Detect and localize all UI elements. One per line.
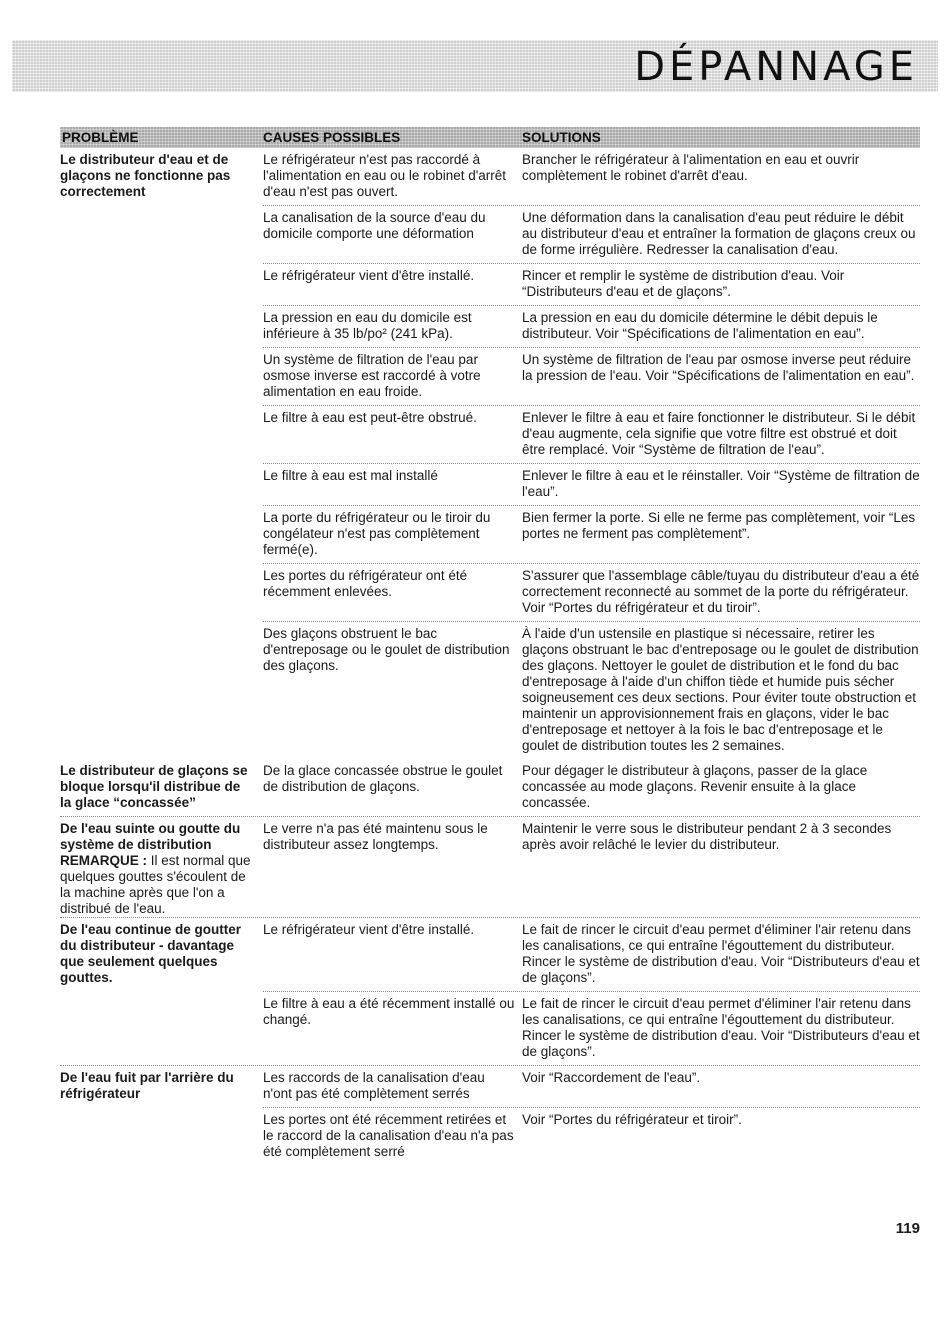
note-text: Il est normal que quelques gouttes s'écoulent de la machine après que l'on a distribué de l'eau. xyxy=(60,853,251,916)
cause-cell: La canalisation de la source d'eau du domicile comporte une déformation xyxy=(263,210,486,241)
column-header-causes: CAUSES POSSIBLES xyxy=(263,130,401,145)
cause-cell: Le filtre à eau est peut-être obstrué. xyxy=(263,410,477,425)
problem-cell xyxy=(60,148,263,759)
problem-group xyxy=(60,1065,920,1165)
solution-cell: La pression en eau du domicile détermine le débit depuis le distributeur. Voir “Spécifications de l'alimentation en eau”. xyxy=(522,310,878,341)
table-row xyxy=(263,564,920,622)
table-row xyxy=(263,992,920,1065)
solution-cell: Enlever le filtre à eau et le réinstaller. Voir “Système de filtration de l'eau”. xyxy=(522,468,920,499)
cause-cell: Les raccords de la canalisation d'eau n'ont pas été complètement serrés xyxy=(263,1070,485,1101)
problem-text: De l'eau continue de goutter du distributeur - davantage que seulement quelques gouttes. xyxy=(60,922,241,985)
cause-cell: La pression en eau du domicile est inférieure à 35 lb/po² (241 kPa). xyxy=(263,310,472,341)
problem-group xyxy=(60,917,920,1065)
table-row xyxy=(263,1108,920,1165)
problem-cell xyxy=(60,759,263,816)
solution-cell: Rincer et remplir le système de distribution d'eau. Voir “Distributeurs d'eau et de glaçons”. xyxy=(522,268,845,299)
table-row xyxy=(263,406,920,464)
note-label: REMARQUE : xyxy=(60,853,147,868)
cause-cell: Le réfrigérateur vient d'être installé. xyxy=(263,922,475,937)
table-row xyxy=(263,1066,920,1108)
solution-cell: Bien fermer la porte. Si elle ne ferme pas complètement, voir “Les portes ne ferment pas complètement”. xyxy=(522,510,916,541)
page-title: DÉPANNAGE xyxy=(634,44,918,90)
solution-cell: Maintenir le verre sous le distributeur pendant 2 à 3 secondes après avoir relâché le levier du distributeur. xyxy=(522,821,892,852)
solution-cell: Voir “Portes du réfrigérateur et tiroir”. xyxy=(522,1112,742,1127)
cause-cell: De la glace concassée obstrue le goulet de distribution de glaçons. xyxy=(263,763,503,794)
cause-cell: Les portes ont été récemment retirées et le raccord de la canalisation d'eau n'a pas été complètement serré xyxy=(263,1112,514,1159)
problem-cell xyxy=(60,1066,263,1165)
problem-group xyxy=(60,816,920,917)
table-row xyxy=(263,264,920,306)
solution-cell: Un système de filtration de l'eau par osmose inverse peut réduire la pression de l'eau. Voir “Spécifications de l'alimentation en eau”. xyxy=(522,352,915,383)
table-row xyxy=(263,622,920,759)
cause-cell: Le verre n'a pas été maintenu sous le distributeur assez longtemps. xyxy=(263,821,488,852)
solution-cell: Le fait de rincer le circuit d'eau permet d'éliminer l'air retenu dans les canalisations, ce qui entraîne l'égouttement du distributeur. Rincer le système de distribution d'eau. Voir “Distributeurs d'eau et de glaçons”. xyxy=(522,996,920,1059)
problem-group xyxy=(60,148,920,759)
table-header xyxy=(60,127,920,148)
cause-cell: Des glaçons obstruent le bac d'entreposage ou le goulet de distribution des glaçons. xyxy=(263,626,510,673)
table-row xyxy=(263,506,920,564)
table-row xyxy=(263,206,920,264)
header-banner xyxy=(12,40,938,92)
problem-group xyxy=(60,759,920,816)
solution-cell: Enlever le filtre à eau et faire fonctionner le distributeur. Si le débit d'eau augmente, cela signifie que votre filtre est obstrué et doit être remplacé. Voir “Système de filtration de l'eau”. xyxy=(522,410,916,457)
table-row xyxy=(263,148,920,206)
problem-text: De l'eau fuit par l'arrière du réfrigérateur xyxy=(60,1070,234,1101)
table-row xyxy=(263,759,920,816)
solution-cell: À l'aide d'un ustensile en plastique si nécessaire, retirer les glaçons obstruant le bac d'entreposage ou le goulet de distribution des glaçons. Nettoyer le goulet de distribution et le fond du bac d'entreposage à l'aide d'un chiffon tiède et humide puis sécher soigneusement ces deux sections. Pour éviter toute obstruction et maintenir un approvisionnement frais en glaçons, vider le bac d'entreposage et nettoyer à la fois le bac d'entreposage et le goulet de distribution toutes les 2 semaines. xyxy=(522,626,919,753)
table-row xyxy=(263,817,920,858)
cause-cell: Les portes du réfrigérateur ont été récemment enlevées. xyxy=(263,568,468,599)
cause-cell: Le filtre à eau a été récemment installé ou changé. xyxy=(263,996,515,1027)
solution-cell: S'assurer que l'assemblage câble/tuyau du distributeur d'eau a été correctement reconnecté au sommet de la porte du réfrigérateur. Voir “Portes du réfrigérateur et du tiroir”. xyxy=(522,568,920,615)
page-number: 119 xyxy=(895,1220,920,1237)
cause-cell: Un système de filtration de l'eau par osmose inverse est raccordé à votre alimentation en eau froide. xyxy=(263,352,481,399)
solution-cell: Pour dégager le distributeur à glaçons, passer de la glace concassée au mode glaçons. Revenir ensuite à la glace concassée. xyxy=(522,763,868,810)
solution-cell: Voir “Raccordement de l'eau”. xyxy=(522,1070,701,1085)
solution-cell: Une déformation dans la canalisation d'eau peut réduire le débit au distributeur d'eau et entraîner la formation de glaçons creux ou de forme irrégulière. Redresser la canalisation d'eau. xyxy=(522,210,916,257)
table-row xyxy=(263,918,920,992)
table-row xyxy=(263,306,920,348)
problem-cell xyxy=(60,918,263,1065)
column-header-problem: PROBLÈME xyxy=(62,130,139,145)
troubleshooting-table xyxy=(60,127,920,1165)
cause-cell: La porte du réfrigérateur ou le tiroir du congélateur n'est pas complètement fermé(e). xyxy=(263,510,491,557)
cause-cell: Le réfrigérateur n'est pas raccordé à l'alimentation en eau ou le robinet d'arrêt d'eau n'est pas ouvert. xyxy=(263,152,507,199)
cause-cell: Le réfrigérateur vient d'être installé. xyxy=(263,268,475,283)
problem-text: Le distributeur de glaçons se bloque lorsqu'il distribue de la glace “concassée” xyxy=(60,763,248,810)
solution-cell: Brancher le réfrigérateur à l'alimentation en eau et ouvrir complètement le robinet d'arrêt d'eau. xyxy=(522,152,860,183)
problem-text: De l'eau suinte ou goutte du système de distribution xyxy=(60,821,241,852)
problem-text: Le distributeur d'eau et de glaçons ne fonctionne pas correctement xyxy=(60,152,231,199)
solution-cell: Le fait de rincer le circuit d'eau permet d'éliminer l'air retenu dans les canalisations, ce qui entraîne l'égouttement du distributeur. Rincer le système de distribution d'eau. Voir “Distributeurs d'eau et de glaçons”. xyxy=(522,922,920,985)
cause-cell: Le filtre à eau est mal installé xyxy=(263,468,438,483)
column-header-solutions: SOLUTIONS xyxy=(522,130,601,145)
table-row xyxy=(263,348,920,406)
table-row xyxy=(263,464,920,506)
problem-cell xyxy=(60,817,263,917)
